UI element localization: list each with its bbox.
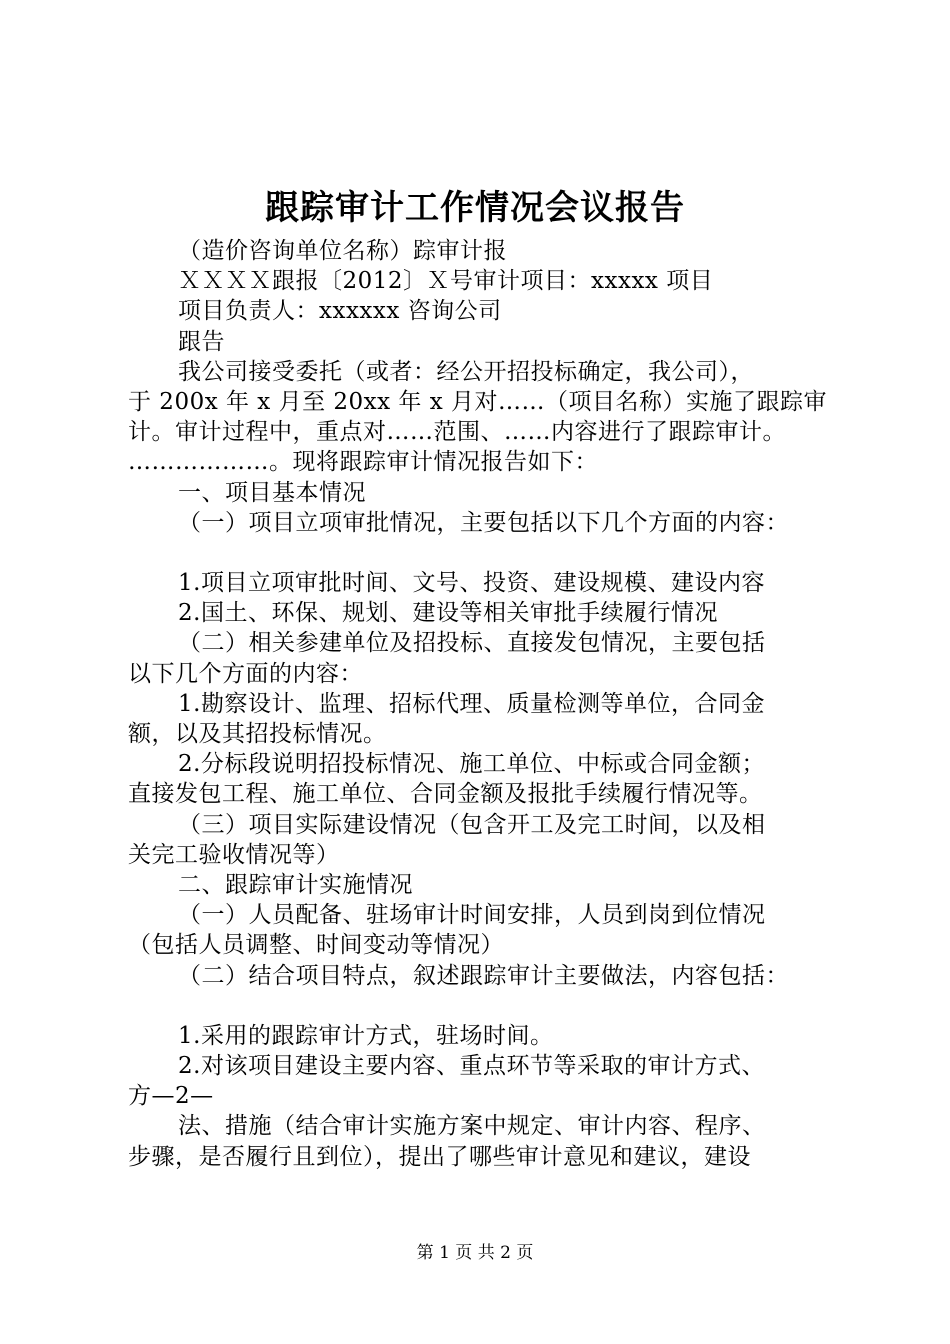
subsection-heading: （一）人员配备、驻场审计时间安排，人员到岗到位情况 [178,902,766,929]
body-line: ＸＸＸＸ跟报〔2012〕Ｘ号审计项目：xxxxx 项目 [178,268,714,295]
body-line: 直接发包工程、施工单位、合同金额及报批手续履行情况等。 [128,781,763,808]
list-item: 1.采用的跟踪审计方式，驻场时间。 [178,1022,554,1049]
body-line: 方—2— [128,1083,214,1110]
body-line: 跟告 [178,328,225,355]
body-line: 于 200x 年 x 月至 20xx 年 x 月对……（项目名称）实施了跟踪审 [128,388,828,415]
list-item: 2.对该项目建设主要内容、重点环节等采取的审计方式、 [178,1053,765,1080]
subsection-heading: （三）项目实际建设情况（包含开工及完工时间，以及相 [178,811,766,838]
list-item: 2.分标段说明招投标情况、施工单位、中标或合同金额； [178,751,765,778]
body-line: 法、措施（结合审计实施方案中规定、审计内容、程序、 [178,1113,766,1140]
body-line: 计。审计过程中，重点对……范围、……内容进行了跟踪审计。 [128,419,786,446]
subsection-heading: （二）结合项目特点，叙述跟踪审计主要做法，内容包括： [178,962,789,989]
section-heading: 一、项目基本情况 [178,479,366,506]
body-line: 我公司接受委托（或者：经公开招投标确定，我公司）， [178,358,754,385]
body-line: 以下几个方面的内容： [128,660,363,687]
subsection-heading: （一）项目立项审批情况，主要包括以下几个方面的内容： [178,509,789,536]
body-line: （造价咨询单位名称）踪审计报 [178,238,507,264]
body-line: 项目负责人：xxxxxx 咨询公司 [178,298,502,325]
body-line: （包括人员调整、时间变动等情况） [128,932,504,959]
list-item: 2.国土、环保、规划、建设等相关审批手续履行情况 [178,600,718,627]
document-title: 跟踪审计工作情况会议报告 [265,188,685,228]
body-line: ………………。现将跟踪审计情况报告如下： [128,449,598,476]
blank-line [128,538,838,568]
list-item: 1.勘察设计、监理、招标代理、质量检测等单位，合同金 [178,690,765,717]
section-heading: 二、跟踪审计实施情况 [178,871,413,898]
body-line: 额，以及其招投标情况。 [128,721,387,747]
blank-line [128,991,838,1021]
document-body [128,236,838,1172]
body-line: 步骤，是否履行且到位），提出了哪些审计意见和建议，建设 [128,1143,751,1170]
page-footer: 第 1 页 共 2 页 [416,1243,534,1263]
list-item: 1.项目立项审批时间、文号、投资、建设规模、建设内容 [178,570,765,597]
body-line: 关完工验收情况等） [128,841,340,868]
subsection-heading: （二）相关参建单位及招投标、直接发包情况，主要包括 [178,630,766,657]
